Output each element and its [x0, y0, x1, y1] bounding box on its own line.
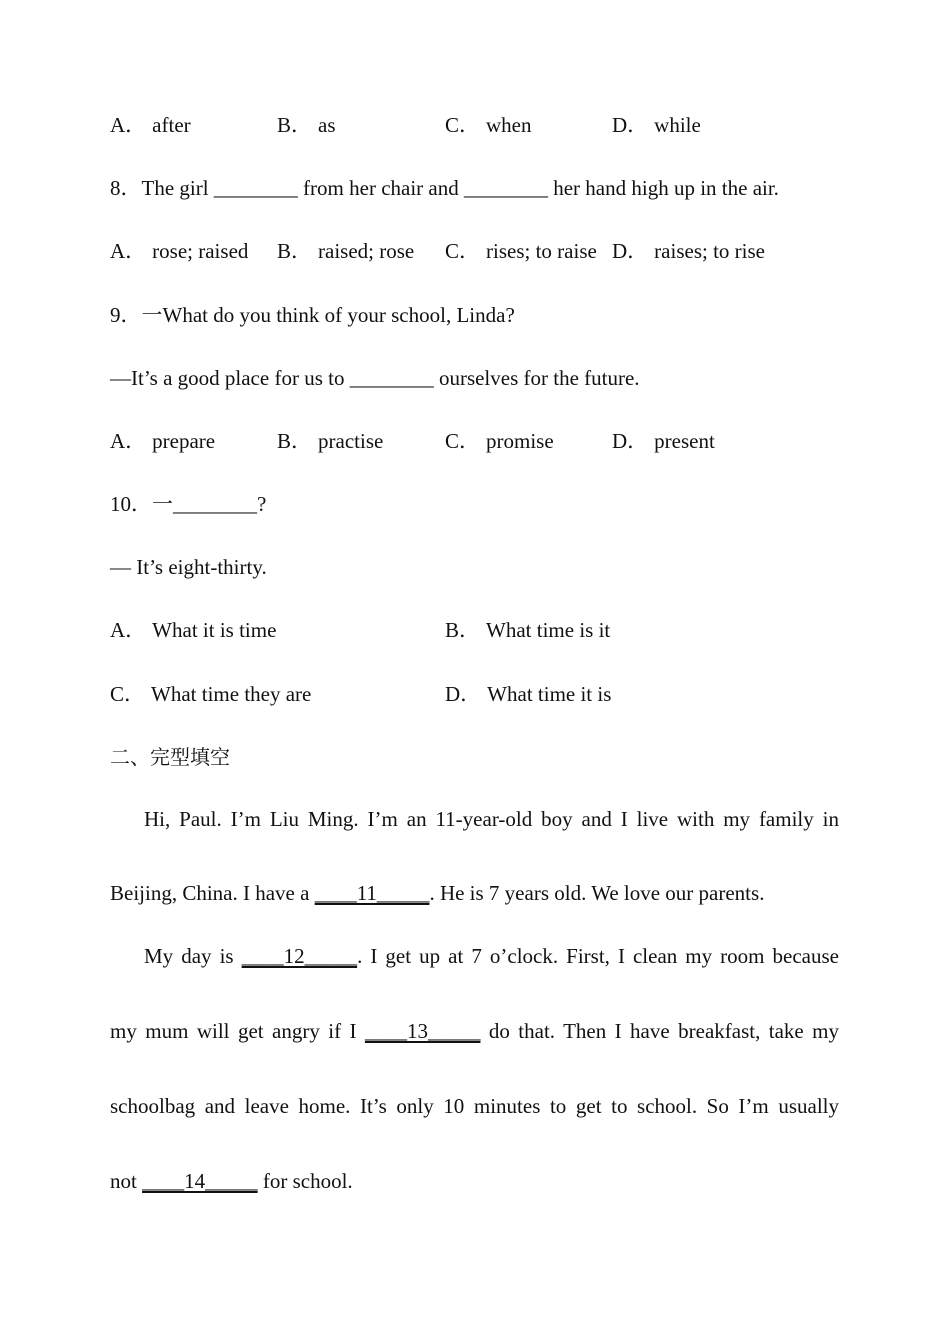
passage-line: [110, 1168, 353, 1194]
question-number: 9．: [110, 303, 142, 327]
question-text: —It’s a good place for us to ________ ourselves for the future.: [110, 366, 640, 390]
option-letter: B．: [445, 618, 481, 642]
question-number: 10．: [110, 492, 152, 516]
option-text: rose; raised: [152, 239, 249, 263]
q10-option-a: [110, 617, 276, 643]
question-text: The girl ________ from her chair and ________ her hand high up in the air.: [141, 176, 779, 200]
option-text: raised; rose: [318, 239, 415, 263]
q9-option-c: [445, 428, 554, 454]
option-letter: C．: [445, 429, 481, 453]
q10-stem: [110, 491, 266, 517]
blank-11: ____11_____: [314, 881, 430, 905]
option-letter: D．: [445, 682, 482, 706]
question-text: 一What do you think of your school, Linda?: [141, 303, 515, 327]
question-text: — It’s eight-thirty.: [110, 555, 267, 579]
q7-option-d: [612, 112, 701, 138]
q9-option-a: [110, 428, 215, 454]
question-text: 一________?: [152, 492, 267, 516]
passage-text: my mum will get angry if I: [110, 1019, 365, 1043]
q8-option-b: [277, 238, 414, 264]
option-letter: A．: [110, 113, 147, 137]
q9-option-b: [277, 428, 383, 454]
q8-option-d: [612, 238, 765, 264]
option-text: What time is it: [486, 618, 611, 642]
option-text: prepare: [152, 429, 216, 453]
option-letter: B．: [277, 239, 313, 263]
option-text: rises; to raise: [486, 239, 597, 263]
q8-option-a: [110, 238, 248, 264]
passage-text: not: [110, 1169, 143, 1193]
q9-response: [110, 365, 640, 391]
option-letter: C．: [110, 682, 146, 706]
option-letter: A．: [110, 429, 147, 453]
option-text: promise: [486, 429, 554, 453]
option-text: after: [152, 113, 191, 137]
option-letter: D．: [612, 239, 649, 263]
question-number: 8．: [110, 176, 142, 200]
option-text: when: [486, 113, 532, 137]
option-letter: C．: [445, 113, 481, 137]
blank-14: ____14_____: [142, 1169, 258, 1193]
q7-option-c: [445, 112, 532, 138]
blank-12: ____12_____: [241, 944, 358, 968]
option-letter: A．: [110, 618, 147, 642]
option-text: practise: [318, 429, 384, 453]
passage-line: Hi, Paul. I’m Liu Ming. I’m an 11-year-old boy and I live with my family in: [144, 807, 839, 831]
option-letter: D．: [612, 113, 649, 137]
option-text: raises; to rise: [654, 239, 765, 263]
q10-option-d: [445, 681, 611, 707]
option-text: What time it is: [487, 682, 612, 706]
option-text: while: [654, 113, 701, 137]
option-letter: A．: [110, 239, 147, 263]
q10-option-b: [445, 617, 610, 643]
option-letter: B．: [277, 429, 313, 453]
passage-text: . I get up at 7 o’clock. First, I clean my room because: [357, 944, 839, 968]
section-title: 二、完型填空: [110, 745, 230, 769]
q10-option-c: [110, 681, 311, 707]
option-text: present: [654, 429, 715, 453]
passage-text: My day is: [144, 944, 242, 968]
option-letter: C．: [445, 239, 481, 263]
q9-stem: [110, 302, 515, 328]
passage-line: [110, 880, 764, 906]
blank-13: ____13_____: [364, 1019, 481, 1043]
q7-option-b: [277, 112, 336, 138]
option-text: What time they are: [151, 682, 312, 706]
option-text: as: [318, 113, 336, 137]
passage-line: [144, 943, 839, 969]
q7-option-a: [110, 112, 191, 138]
passage-text: do that. Then I have breakfast, take my: [480, 1019, 839, 1043]
q10-response: [110, 554, 267, 580]
option-text: What it is time: [152, 618, 277, 642]
passage-text: . He is 7 years old. We love our parents.: [429, 881, 765, 905]
passage-text: for school.: [257, 1169, 353, 1193]
option-letter: B．: [277, 113, 313, 137]
q8-option-c: [445, 238, 597, 264]
option-letter: D．: [612, 429, 649, 453]
passage-text: Beijing, China. I have a: [110, 881, 315, 905]
passage-line: schoolbag and leave home. It’s only 10 minutes to get to school. So I’m usually: [110, 1094, 839, 1118]
passage-line: [110, 1018, 839, 1044]
q9-option-d: [612, 428, 715, 454]
q8-stem: [110, 175, 779, 201]
